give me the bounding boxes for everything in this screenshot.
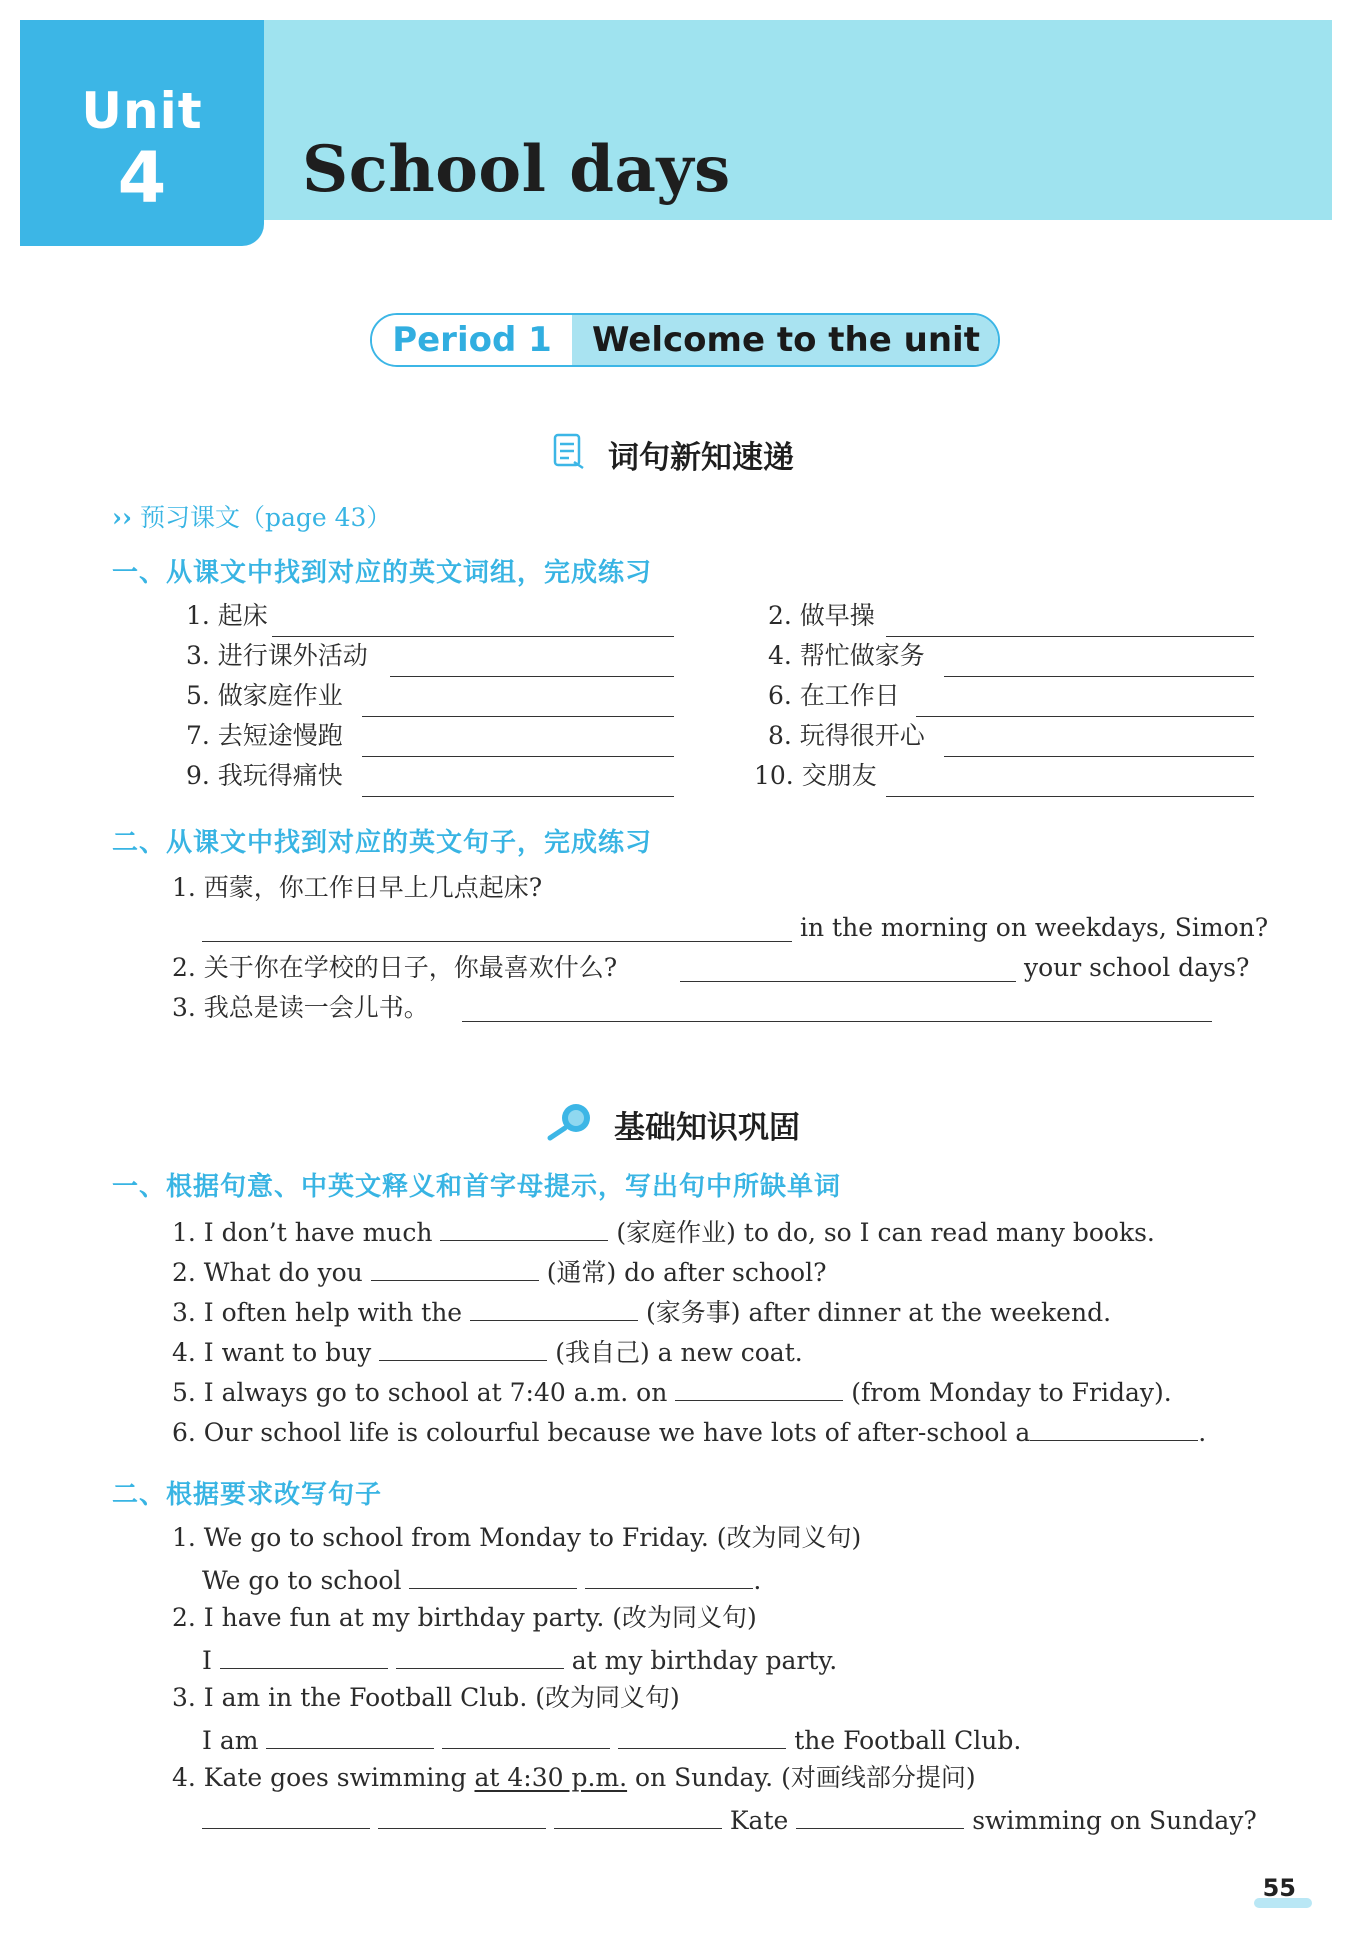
phrase-item: [186, 680, 343, 712]
phrase-item: [186, 720, 343, 752]
answer-blank[interactable]: [442, 1722, 610, 1749]
preview-label: [112, 498, 391, 534]
answer-blank[interactable]: [202, 915, 792, 942]
part2-heading: 二、从课文中找到对应的英文句子，完成练习: [112, 828, 653, 858]
prompt-text: 4. Kate goes swimming: [172, 1763, 467, 1792]
answer-blank[interactable]: [371, 1254, 539, 1281]
answer-blank[interactable]: [470, 1294, 638, 1321]
fill-item: [172, 1374, 1172, 1409]
answer-text: I: [202, 1646, 212, 1675]
answer-text: at my birthday party.: [571, 1646, 838, 1675]
answer-blank[interactable]: [220, 1642, 388, 1669]
answer-blank[interactable]: [396, 1642, 564, 1669]
fill-text: 5. I always go to school at 7:40 a.m. on: [172, 1378, 668, 1407]
answer-text: I am: [202, 1726, 259, 1755]
answer-blank[interactable]: [675, 1374, 843, 1401]
part2-heading: 二、根据要求改写句子: [112, 1480, 383, 1510]
phrase-item: [186, 640, 368, 672]
fill-text: 1. I don’t have much: [172, 1218, 433, 1247]
phrase-item: [768, 720, 925, 752]
part1-heading: 一、根据句意、中英文释义和首字母提示，写出句中所缺单词: [112, 1172, 842, 1202]
answer-blank[interactable]: [796, 1802, 964, 1829]
rewrite-prompt: 1. We go to school from Monday to Friday. (改为同义句): [172, 1523, 862, 1552]
phrase-prompt: 5. 做家庭作业: [186, 681, 343, 710]
rewrite-prompt: 3. I am in the Football Club. (改为同义句): [172, 1683, 680, 1712]
period-banner: [370, 313, 1000, 367]
phrase-prompt: 3. 进行课外活动: [186, 641, 368, 670]
fill-item: [172, 1214, 1155, 1249]
answer-text: the Football Club.: [794, 1726, 1022, 1755]
answer-blank[interactable]: [585, 1562, 753, 1589]
fill-text: (通常) do after school?: [546, 1258, 827, 1287]
answer-blank[interactable]: [1030, 1414, 1198, 1441]
sentence-prompt: 3. 我总是读一会儿书。: [172, 993, 429, 1022]
phrase-item: [754, 760, 877, 792]
double-chevron-icon: ››: [112, 503, 132, 532]
fill-text: (家务事) after dinner at the weekend.: [646, 1298, 1112, 1327]
answer-blank[interactable]: [378, 1802, 546, 1829]
section-heading-new-knowledge: 词句新知速递: [608, 440, 794, 476]
phrase-prompt: 7. 去短途慢跑: [186, 721, 343, 750]
answer-blank[interactable]: [618, 1722, 786, 1749]
phrase-prompt: 10. 交朋友: [754, 761, 877, 790]
fill-text: 3. I often help with the: [172, 1298, 463, 1327]
fill-text: (from Monday to Friday).: [851, 1378, 1172, 1407]
phrase-item: [768, 640, 925, 672]
sentence-text: in the morning on weekdays, Simon?: [800, 913, 1269, 942]
sentence-prompt: 2. 关于你在学校的日子，你最喜欢什么?: [172, 953, 618, 982]
rewrite-answer: [202, 1802, 1257, 1837]
phrase-item: [768, 600, 875, 632]
fill-item: [172, 1414, 1206, 1449]
answer-blank[interactable]: [886, 770, 1254, 797]
answer-blank[interactable]: [390, 650, 674, 677]
answer-blank[interactable]: [886, 610, 1254, 637]
rewrite-prompt: [172, 1762, 976, 1794]
phrase-prompt: 2. 做早操: [768, 601, 875, 630]
magnifier-icon: [546, 1100, 596, 1146]
prompt-text: on Sunday. (对画线部分提问): [635, 1763, 976, 1792]
sentence-prompt: 1. 西蒙，你工作日早上几点起床?: [172, 873, 543, 902]
answer-blank[interactable]: [362, 690, 674, 717]
fill-text: 2. What do you: [172, 1258, 363, 1287]
answer-blank[interactable]: [409, 1562, 577, 1589]
phrase-prompt: 4. 帮忙做家务: [768, 641, 925, 670]
rewrite-answer: [202, 1562, 761, 1597]
phrase-prompt: 1. 起床: [186, 601, 268, 630]
fill-text: 4. I want to buy: [172, 1338, 372, 1367]
answer-text: Kate: [729, 1806, 789, 1835]
phrase-item: [186, 600, 268, 632]
unit-label: Unit: [81, 82, 203, 140]
answer-blank[interactable]: [379, 1334, 547, 1361]
rewrite-answer: [202, 1642, 837, 1677]
answer-blank[interactable]: [362, 730, 674, 757]
period-label: Period 1: [372, 315, 572, 365]
fill-text: (家庭作业) to do, so I can read many books.: [616, 1218, 1155, 1247]
phrase-item: [186, 760, 343, 792]
notes-icon: [552, 432, 586, 474]
underlined-phrase: at 4:30 p.m.: [474, 1763, 628, 1792]
answer-blank[interactable]: [680, 955, 1016, 982]
answer-text: .: [753, 1566, 762, 1595]
answer-blank[interactable]: [462, 995, 1212, 1022]
answer-blank[interactable]: [440, 1214, 608, 1241]
answer-blank[interactable]: [554, 1802, 722, 1829]
part1-heading: 一、从课文中找到对应的英文词组，完成练习: [112, 558, 653, 588]
fill-item: [172, 1294, 1111, 1329]
sentence-text: your school days?: [1024, 953, 1250, 982]
answer-blank[interactable]: [266, 1722, 434, 1749]
fill-item: [172, 1254, 826, 1289]
answer-blank[interactable]: [272, 610, 674, 637]
phrase-prompt: 8. 玩得很开心: [768, 721, 925, 750]
section-heading-basic-knowledge: 基础知识巩固: [614, 1110, 800, 1146]
answer-blank[interactable]: [362, 770, 674, 797]
rewrite-answer: [202, 1722, 1021, 1757]
answer-text: swimming on Sunday?: [972, 1806, 1257, 1835]
phrase-prompt: 9. 我玩得痛快: [186, 761, 343, 790]
phrase-item: [768, 680, 900, 712]
fill-text: .: [1198, 1418, 1207, 1447]
answer-blank[interactable]: [944, 650, 1254, 677]
unit-title: School days: [302, 132, 731, 207]
fill-text: (我自己) a new coat.: [555, 1338, 803, 1367]
phrase-prompt: 6. 在工作日: [768, 681, 900, 710]
answer-blank[interactable]: [916, 690, 1254, 717]
period-title: Welcome to the unit: [572, 315, 998, 365]
fill-text: 6. Our school life is colourful because we have lots of after-school a: [172, 1418, 1031, 1447]
unit-number: 4: [117, 137, 167, 219]
answer-blank[interactable]: [202, 1802, 370, 1829]
answer-blank[interactable]: [944, 730, 1254, 757]
answer-text: We go to school: [202, 1566, 402, 1595]
page-number: 55: [1262, 1874, 1296, 1902]
rewrite-prompt: 2. I have fun at my birthday party. (改为同义句): [172, 1603, 757, 1632]
fill-item: [172, 1334, 803, 1369]
preview-text: 预习课文（page 43）: [139, 503, 392, 532]
